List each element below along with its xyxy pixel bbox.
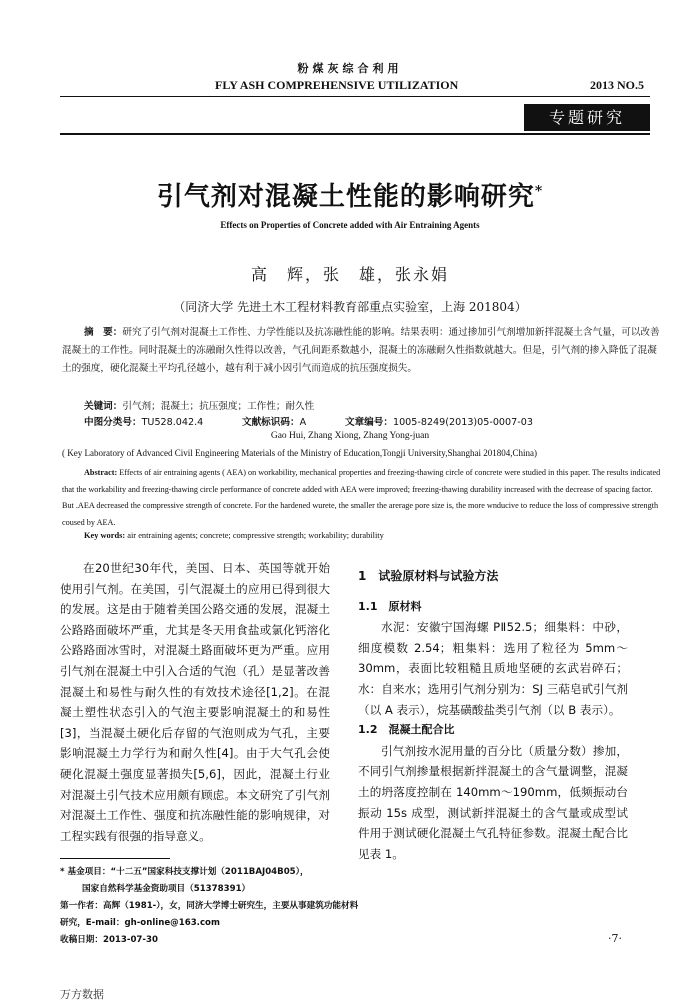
article-number <box>345 414 533 428</box>
abstract-cn-text: 研究了引气剂对混凝土工作性、力学性能以及抗冻融性能的影响。结果表明：通过掺加引气剂增加新拌混凝土含气量，可以改善混凝土的工作性。同时混凝土的冻融耐久性得以改善，气孔间距系数越小，混凝土的冻融耐久性指数就越大。但是，引气剂的掺入降低了混凝土的强度，硬化混凝土平均孔径越小，越有利于减小因引气而造成的抗压强度损失。 <box>62 327 660 374</box>
footnote-author: 第一作者：高辉（1981-），女，同济大学博士研究生，主要从事建筑功能材料研究，E-mail：gh-online@163.com <box>60 901 359 928</box>
keywords-cn <box>84 398 314 412</box>
issue-number: 2013 NO.5 <box>590 78 644 92</box>
authors-en: Gao Hui, Zhang Xiong, Zhang Yong-juan <box>270 431 430 441</box>
abstract-en <box>62 465 662 531</box>
footnote-rule <box>60 858 170 859</box>
header-rule <box>60 96 650 97</box>
authors-cn: 高 辉，张 雄，张永娟 <box>250 265 449 284</box>
body-left-column: 在20世纪30年代，美国、日本、英国等就开始使用引气剂。在美国，引气混凝土的应用已得到很大的发展。这是由于随着美国公路交通的发展，混凝土公路路面破坏严重，尤其是冬天用食盐或氯化钙溶化公路路面冰雪时，对混凝土路面破坏更为严重。应用引气剂在混凝土中引入合适的气泡（孔）是显著改善混凝土和易性与耐久性的有效技术途径[1,2]。在混凝土塑性状态引入的气泡主要影响混凝土的和易性[3]，当混凝土硬化后存留的气泡则成为气孔，主要影响混凝土力学行为和耐久性[4]。由于大气孔会使硬化混凝土强度显著损失[5,6]，因此，混凝土行业对混凝土引气技术应用颇有顾虑。本文研究了引气剂对混凝土工作性、强度和抗冻融性能的影响规律，对工程实践有很强的指导意义。 <box>60 561 330 843</box>
subsection-heading: 1.1 原材料 <box>358 599 422 613</box>
clc-label: 中图分类号： <box>84 417 142 428</box>
article-no-value: 1005-8249(2013)05-0007-03 <box>392 417 533 428</box>
abstract-en-text: Effects of air entraining agents ( AEA) on workability, mechanical properties and freezing-thawing circle of concrete were studied in this paper. The results indicated that the workability and freezing-thawing circle performance of concrete added with AEA were improved; freezing-thawing durability increased with the decrease of spacing factor. But .AEA decreased the compressive strength of concrete. For the hardened wurete, the smaller the arerage pore size is, the more wnducive to reduce the loss of compressive strength coused by AEA. <box>62 468 661 527</box>
abstract-cn-label: 摘 要： <box>84 327 123 338</box>
article-no-label: 文章编号： <box>345 417 393 428</box>
affiliation-cn: （同济大学 先进土木工程材料教育部重点实验室，上海 201804） <box>173 300 527 314</box>
document-code <box>242 414 306 428</box>
paragraph-materials: 水泥：安徽宁国海螺 PⅡ52.5；细集料：中砂，细度模数 2.54；粗集料：选用了粒径为 5mm～30mm，表面比较粗糙且质地坚硬的玄武岩碎石；水：自来水；选用引气剂分别为：SJ 三萜皂甙引气剂（以 A 表示），烷基磺酸盐类引气剂（以 B 表示）。 <box>358 620 628 717</box>
paper-title-cn <box>0 176 700 213</box>
page-number: ·7· <box>608 932 622 945</box>
journal-title-en: FLY ASH COMPREHENSIVE UTILIZATION <box>215 78 459 92</box>
doc-code-label: 文献标识码： <box>242 417 300 428</box>
footnote-fund-2: 国家自然科学基金资助项目（51378391） <box>82 884 251 894</box>
body-right-column <box>358 566 628 864</box>
keywords-cn-text: 引气剂；混凝土；抗压强度；工作性；耐久性 <box>122 401 315 412</box>
watermark: 万方数据 <box>60 988 104 1001</box>
paragraph-mix-ratio: 引气剂按水泥用量的百分比（质量分数）掺加，不同引气剂掺量根据新拌混凝土的含气量调整，混凝土的坍落度控制在 140mm～190mm，低频振动台振动 15s 成型，测试新拌混凝土的含气量或成型试件用于测试硬化混凝土气孔特征参数。混凝土配合比见表 1。 <box>358 743 628 861</box>
keywords-en-label: Key words: <box>84 531 126 540</box>
keywords-cn-label: 关键词： <box>84 401 123 412</box>
footnote-received: 收稿日期：2013-07-30 <box>60 935 158 945</box>
section-heading: 1 试验原材料与试验方法 <box>358 569 499 583</box>
section-tag: 专题研究 <box>524 104 650 131</box>
doc-code-value: A <box>299 417 307 428</box>
journal-title-cn: 粉煤灰综合利用 <box>297 62 403 75</box>
abstract-en-label: Abstract: <box>84 468 118 477</box>
abstract-cn <box>62 324 662 378</box>
footnote <box>60 864 360 949</box>
keywords-en <box>84 531 384 540</box>
clc-value: TU528.042.4 <box>141 417 204 428</box>
title-text: 引气剂对混凝土性能的影响研究 <box>156 182 535 212</box>
clc-number <box>84 414 203 428</box>
paper-title-en: Effects on Properties of Concrete added with Air Entraining Agents <box>220 220 480 230</box>
subsection-heading: 1.2 混凝土配合比 <box>358 723 455 737</box>
affiliation-en: ( Key Laboratory of Advanced Civil Engineering Materials of the Ministry of Education,Tongji University,Shanghai 201804,China) <box>62 448 537 458</box>
keywords-en-text: air entraining agents; concrete; compressive strength; workability; durability <box>125 531 384 540</box>
footnote-fund-1: * 基金项目：“十二五”国家科技支撑计划（2011BAJ04B05）， <box>60 867 309 877</box>
title-footnote-mark: * <box>534 183 544 200</box>
header-rule-thick <box>60 133 650 135</box>
